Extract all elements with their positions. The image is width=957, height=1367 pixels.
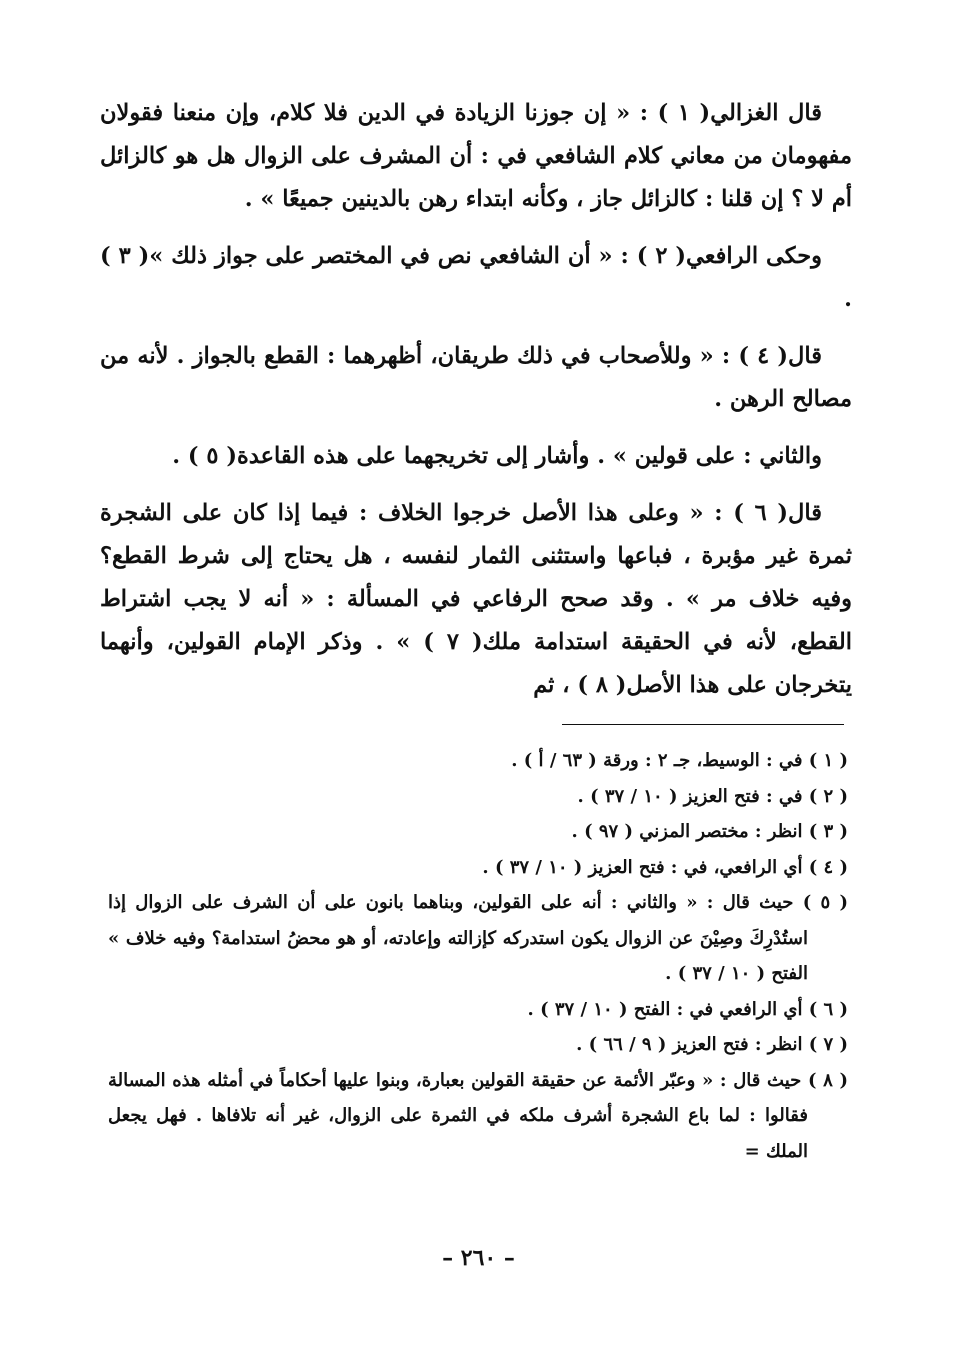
footnote-6: ( ٦ ) أي الرافعي في : الفتح ( ١٠ / ٣٧ ) . (527, 998, 848, 1020)
footnote-separator (562, 724, 844, 725)
main-body-text (100, 92, 852, 721)
footnote-2: ( ٢ ) في : فتح العزيز ( ١٠ / ٣٧ ) . (577, 785, 848, 807)
footnotes-section (108, 743, 848, 1169)
paragraph-2: وحكى الرافعي( ٢ ) : « أن الشافعي نص في المختصر على جواز ذلك »( ٣ ) . (100, 243, 852, 312)
footnote-1: ( ١ ) في : الوسيط، جـ ٢ : ورقة ( ٦٣ / أ ) . (511, 750, 848, 771)
footnote-4: ( ٤ ) أي الرافعي، في : فتح العزيز ( ١٠ / ٣٧ ) . (482, 856, 848, 878)
paragraph-5: قال( ٦ ) : « وعلى هذا الأصل خرجوا الخلاف : فيما إذا كان على الشجرة ثمرة غير مؤبرة ، فباعها واستثنى الثمار لنفسه ، هل يحتاج إلى شرط القطع؟ وفيه خلاف مر » . وقد صحح الرفاعي في المسألة : « أنه لا يجب اشتراط القطع، لأنه في الحقيقة استدامة ملك( ٧ ) » . وذكر الإمام القولين، وأنهما يتخرجان على هذا الأصل( ٨ ) ، ثم (100, 500, 852, 698)
page-number: – ٢٦٠ – (442, 1245, 515, 1271)
footnote-7: ( ٧ ) انظر : فتح العزيز ( ٩ / ٦٦ ) . (576, 1034, 848, 1055)
footnote-8: ( ٨ ) حيث قال : « وعبّر الأئمة عن حقيقة القولين بعبارة، وبنوا عليها أحكاماً في أمثله هذه المسالة فقالوا : لما باع الشجرة أشرف ملكه في الثمرة على الزوال، غير أنه تلافاها . فهل يجعل الملك = (108, 1069, 848, 1162)
footnote-5: ( ٥ ) حيث قال : « والثاني : أنه على القولين، وبناهما بانون على أن الشرف على الزوال إذا استُدْرِكَ وصِيْنَ عن الزوال يكون استدركه كإزالته وإعادته، أو هو محضُ استدامة؟ وفيه خلاف » الفتح ( ١٠ / ٣٧ ) . (108, 892, 848, 984)
paragraph-1: قال الغزالي( ١ ) : « إن جوزنا الزيادة في الدين فلا كلام، وإن منعنا فقولان مفهومان من معاني كلام الشافعي في : أن المشرف على الزوال هل هو كالزائل أم لا ؟ إن قلنا : كالزائل جاز ، وكأنه ابتداء رهن بالدينين جميعًا » . (100, 100, 852, 212)
paragraph-3: قال( ٤ ) : « وللأصحاب في ذلك طريقان، أظهرهما : القطع بالجواز . لأنه من مصالح الرهن . (100, 343, 852, 412)
paragraph-4: والثاني : على قولين » . وأشار إلى تخريجهما على هذه القاعدة( ٥ ) . (172, 443, 822, 469)
footnote-3: ( ٣ ) انظر : مختصر المزني ( ٩٧ ) . (571, 821, 848, 842)
